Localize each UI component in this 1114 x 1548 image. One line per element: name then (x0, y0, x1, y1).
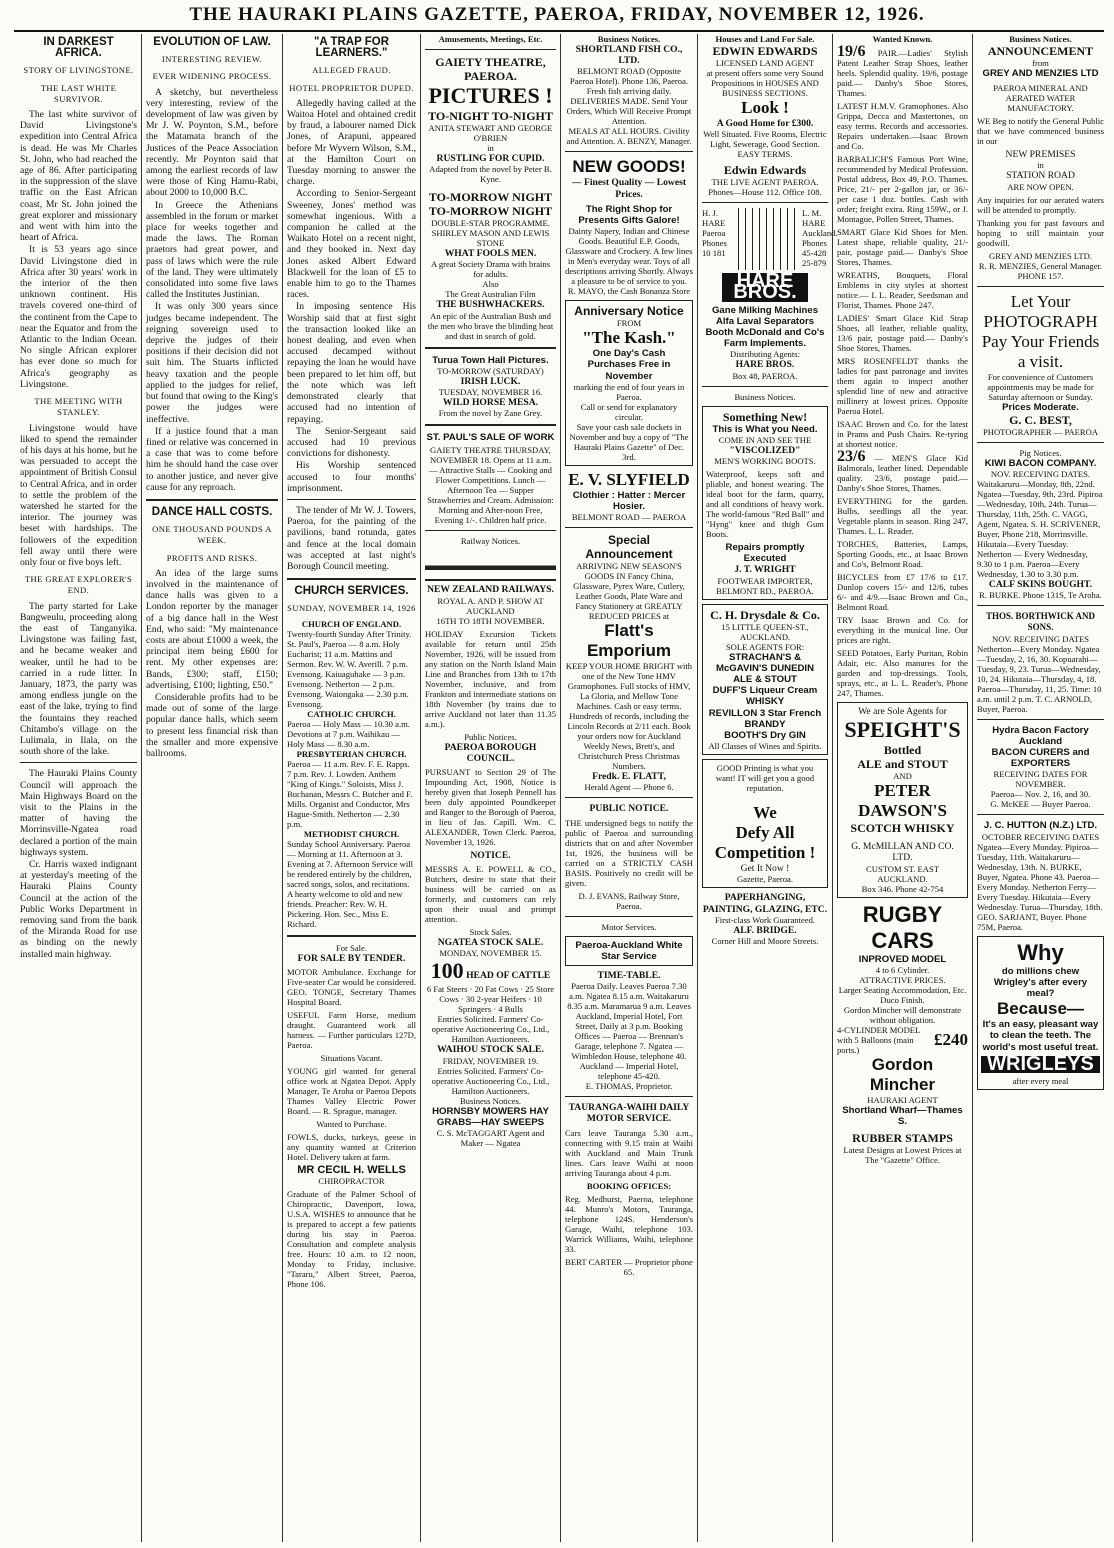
ad-text: From the novel by Zane Grey. (438, 408, 543, 419)
ad-title: Competition ! (714, 843, 816, 863)
article-paragraph: It was only 300 years since judges became independent. The reigning sovereign used to deprive the judges of their positions if their decision did not suit him. The Stuarts inflicted heavy taxation and the people applied to the judges for relief, but found that owing to the King's power the judges were ineffective. (146, 301, 278, 425)
classified-heading: Public Notices. (464, 731, 517, 742)
ad-text: Graduate of the Palmer School of Chiropractic, Davenport, Iowa, U.S.A. WISHES to announce that he is prepared to accept a few patients during his stay in Paeroa. Consultation and complete analysis free. Hours: 10 a.m. to 12 noon, Monday to Friday, inclusive. "Tararu," Albert Street, Paeroa, Phone 106. (287, 1188, 416, 1289)
ad-text: GREY AND MENZIES LTD. (989, 250, 1092, 261)
ad-text: in (487, 143, 494, 153)
ad-title: WILD HORSE MESA. (442, 397, 539, 409)
article-paragraph: The last white survivor of David Livingstone's expedition into Central Africa is dead. He was Mr Charles St. John, who had reached the age of 86. After participating in the suppression of the slave traffic on the East African coast, Mr St. John joined the great explorer and missionary and went with him into the heart of Africa. (20, 109, 137, 244)
ad-text: BERT CARTER — Proprietor phone 65. (565, 1256, 693, 1277)
ad-text: KEEP YOUR HOME BRIGHT with one of the New Tone HMV Gramophones. Full stocks of HMV, La Gloria, and Mellow Tone Machines. Cash or easy terms. Hundreds of records, including the Lincoln Records at 2/11 each. Book your orders now for Auckland Weekly News, Brett's, and Christchurch Press Christmas Numbers. (565, 661, 693, 772)
article-subhead: HOTEL PROPRIETOR DUPED. (289, 82, 414, 93)
ad-title: Why (1017, 939, 1064, 965)
ad-title: RUSTLING FOR CUPID. (436, 153, 545, 164)
ad-text: For convenience of Customers appointments may be made for Saturday afternoon or Sunday. (987, 371, 1094, 402)
ad-subtitle: "VISCOLIZED" (729, 444, 801, 456)
article-paragraph: Cr. Harris waxed indignant at yesterday's meeting of the Hauraki Plains County Council at the action of the Public Works Department in removing sand from the bank of the Miranda Road for use as binding on the newly installed main highway. (20, 859, 137, 960)
column-4 (425, 34, 556, 1542)
ad-text: THE LIVE AGENT PAEROA. (711, 177, 819, 188)
ad-title: Paeroa-Auckland White Star Service (575, 939, 683, 962)
ad-text: COME IN AND SEE THE (718, 434, 812, 445)
ad-text: An epic of the Australian Bush and the men who brave the blinding heat and dust in search of gold. (427, 310, 554, 341)
ad-title: Anniversary Notice (574, 304, 684, 319)
ad-title: Because— (997, 999, 1084, 1019)
ad-text: BARBALICH'S Famous Port Wine, recommended by Medical Profession. Postal address, Box 49, P.O. Thames. Price, 21/- per 2-gallon jar, or 36/- per case 1 doz. bottles. Cash with order; freight extra. Ring 159W., or J. Montague, Pollen Street, Thames. (837, 154, 968, 224)
ad-text: Well Situated. Five Rooms, Electric Light, Sewerage, Good Section. EASY TERMS. (703, 129, 827, 160)
ad-title: WAIHOU STOCK SALE. (437, 1044, 544, 1056)
ad-title: THE BUSHWHACKERS. (436, 299, 545, 311)
ad-subtitle: GREY AND MENZIES LTD (982, 68, 1099, 79)
ad-text: Latest Designs at Lowest Prices at The "Gazette" Office. (843, 1145, 962, 1166)
ad-title: PUBLIC NOTICE. (589, 803, 669, 815)
article-paragraph: It is 53 years ago since David Livingstone died in Africa after 30 years' work in the interior of the then unknown continent. His travels covered one-third of the continent from the Cape to near the Equator and from the Atlantic to the Indian Ocean. No single African explorer has ever done so much for Africa's geography as Livingstone. (20, 244, 137, 390)
article-paragraph: In imposing sentence His Worship said that at first sight the transaction looked like an honest dealing, and even when accused decamped without repaying the loan he would have been prepared to let him off, but the note which was left demonstrated clearly that accused had no intention of repaying. (287, 301, 416, 425)
ad-title: We (753, 803, 777, 823)
ad-text: Any inquiries for our aerated waters will be attended to promptly. (977, 194, 1104, 215)
church-text: Sunday School Anniversary. Paeroa — Morning at 11. Afternoon at 3. Evening at 7. Afternoon Service will be rendered entirely by the children, sacred songs, solos, and recitations. A hearty welcome to old and new friends. Preacher: Rev. W. H. Pickering. Hon. Sec., Miss E. Richard. (287, 838, 414, 929)
ad-text: E. THOMAS, Proprietor. (585, 1081, 673, 1092)
column-6 (702, 34, 838, 1542)
column-5 (565, 34, 693, 1542)
ad-text: MEALS AT ALL HOURS. Civility and Attention. A. BENZY, Manager. (566, 126, 692, 147)
article-subhead: STORY OF LIVINGSTONE. (23, 65, 134, 76)
ad-subtitle: LICENSED LAND AGENT (715, 58, 815, 68)
ad-text: R. R. MENZIES, General Manager. (978, 260, 1103, 271)
ad-text: HAURAKI AGENT (867, 1094, 938, 1105)
article-paragraph: Livingstone would have liked to spend the remainder of his days at his home, but he was persuaded to accept the appointment of British Consul to Central Africa, and in order to settle the problem of the watershed he started for the interior. The journey was beset with hardships. The followers of the expedition fell away until there were only four or five boys left. (20, 422, 137, 568)
ad-text: in (1037, 160, 1044, 171)
ad-text: OCTOBER RECEIVING DATES (981, 831, 1100, 842)
ad-title: Edwin Edwards (723, 163, 807, 178)
ad-text: FOWLS, ducks, turkeys, geese in any quantity wanted at Criterion Hotel. Delivery taken at farm. (287, 1131, 416, 1162)
ad-title: Defy All (735, 823, 795, 843)
ad-text: MESSRS A. E. POWELL & CO., Butchers, desire to state that their business will be carried on as formerly, and customers can rely upon their usual and prompt attention. (425, 864, 556, 925)
ad-title: Flatt's Emporium (586, 621, 672, 661)
ad-title: NGATEA STOCK SALE. (437, 937, 544, 949)
article-subhead: THE MEETING WITH STANLEY. (34, 396, 123, 418)
ad-subtitle: NEW PREMISES (1005, 149, 1076, 161)
ad-text: NOV. RECEIVING DATES (992, 633, 1089, 644)
ad-text: SOLE AGENTS FOR: (725, 641, 805, 652)
classified-heading: Business Notices. (734, 391, 796, 402)
hare-illustration (732, 208, 798, 270)
ad-text: SEED Potatoes, Early Puritan, Robin Adair, etc. Also manures for the garden and top-dressings. Tools, sprays, etc., at L. L. Reader's, Phone 247, Thames. (837, 648, 968, 698)
ad-text: Also (482, 279, 499, 290)
article-headline: EVOLUTION OF LAW. (153, 36, 271, 48)
article-paragraph: Allegedly having called at the Waitoa Hotel and obtained credit by fraud, a labourer named Dick Jones, of Arapuni, appeared before Mr Wyvern Wilson, S.M., at the Hamilton Court on Tuesday morning to answer the charge. (287, 97, 416, 188)
ad-text: GOOD Printing is what you want! IT will get you a good reputation. (715, 763, 815, 794)
ad-text: R. MAYO, the Cash Bonanza Store (567, 286, 691, 297)
ad-title: RUGBY CARS (862, 901, 943, 953)
ad-text: L. M. HARE Auckland. Phones 45-428 25-879 (802, 208, 838, 269)
ad-text: PHOTOGRAPHER — PAEROA (982, 426, 1099, 437)
ad-text: PHONE 157. (1017, 270, 1064, 281)
ad-title: Let Your (1010, 291, 1071, 311)
ad-text: BICYCLES from £7 17/6 to £17. Dunlop covers 15/- and 12/6, tubes 6/- and 4/9.—Isaac Brown and Co., Belmont Road. (837, 572, 968, 612)
ad-text: Adapted from the novel by Peter B. Kyne. (429, 164, 552, 185)
ad-title: RUBBER STAMPS (852, 1131, 953, 1146)
ad-text: TRY Isaac Brown and Co. for everything in the musical line. Our prices are right. (837, 615, 968, 645)
ad-subtitle: Bottled (883, 743, 922, 758)
article-paragraph: The party started for Lake Bangweulu, proceeding along the east of Tanganyika. Livingstone was failing fast, and he became weaker and weaker, until he had to be carried in a rude litter. In January, 1873, the party was among endless jungle on the east of the lake, trying to find the fountains they reached Chitambo's village on the Lulimala, in Ilala, on the south shore of the lake. (20, 600, 137, 758)
ad-title: EDWIN EDWARDS (712, 44, 818, 58)
ad-title: WHAT FOOLS MEN. (444, 248, 537, 260)
ad-subtitle: — Finest Quality — Lowest Prices. (571, 177, 687, 200)
ad-subtitle: BOOTH'S Dry GIN (724, 730, 806, 742)
article-paragraph: The Senior-Sergeant said accused had 10 previous convictions for dishonesty. (287, 425, 416, 460)
ad-text: CUSTOM ST. EAST AUCKLAND. (866, 863, 939, 884)
ad-subtitle: J. T. WRIGHT (734, 564, 796, 576)
church-name: CHURCH OF ENGLAND. (301, 618, 402, 629)
ad-text: Entries Solicited. Farmers' Co-operative Auctioneering Co., Ltd., Hamilton Auctioneers. (431, 1065, 550, 1096)
ad-text: Paeroa Daily. Leaves Paeroa 7.30 a.m. Ngatea 8.15 a.m. Waitakaruru 8.35 a.m. Maramarua 9 a.m. Leaves Auckland, Imperial Hotel, Fort Street, Daily at 3 p.m. Booking Offices — Paeroa — Brennan's Garage, telephone 7. Ngatea — Wimbledon House, telephone 40. Auckland — Imperial Hotel, telephone 45-420. (567, 981, 691, 1082)
classified-heading: Railway Notices. (460, 536, 521, 547)
church-text: Paeroa — Holy Mass — 10.30 a.m. Devotions at 7 p.m. Waihikau — Holy Mass — 8.30 a.m. (287, 718, 410, 749)
column-1 (20, 34, 137, 1542)
article-paragraph: A sketchy, but nevertheless very interesting, review of the development of law was given by Mr J. W. Poynton, S.M., before the Matamata branch of the Justices of the Peace Association recently. Mr Poynton said that among the earliest records of law were those of King Hamu-Rabi, about 2000 to 10,000 B.C. (146, 86, 278, 199)
ad-text: Gazette, Paeroa. (736, 874, 794, 885)
ad-text: Save your cash sale dockets in November and buy a copy of "The Hauraki Plains Gazette" of Dec. 3rd. (569, 421, 689, 462)
ad-subtitle: CHIROPRACTOR (318, 1175, 385, 1186)
ad-subtitle: SCOTCH WHISKY (850, 821, 955, 836)
ad-title: NEW GOODS! (572, 157, 686, 177)
ad-text: Box 346. Phone 42-754 (861, 883, 944, 894)
classified-heading: Business Notices. (459, 1095, 522, 1106)
article-paragraph: In Greece the Athenians assembled in the forum or market place for weeks together and made the laws. The Roman praetors had great power, and pass of laws which were the rule of the land. They were ultimately consolidated into some five laws called the Institutes Justinian. (146, 199, 278, 301)
article-subhead: INTERESTING REVIEW. (161, 54, 263, 65)
ad-subtitle: One Day's Cash Purchases Free in November (587, 348, 671, 382)
ad-text: THE undersigned begs to notify the public of Paeroa and surrounding districts that on and after November 1st, 1926, the business will be carried on a STRICTLY CASH BASIS. Positively no credit will be given. (565, 817, 693, 888)
ad-text: FRIDAY, NOVEMBER 19. (442, 1055, 539, 1066)
ad-text: MONDAY, NOVEMBER 15. (439, 948, 542, 959)
article-headline: DANCE HALL COSTS. (151, 505, 273, 518)
column-3 (287, 34, 416, 1542)
ad-text: 16TH TO 18TH NOVEMBER. (436, 615, 545, 626)
ad-text: from (1032, 58, 1049, 68)
ad-subtitle: BOOKING OFFICES: (586, 1180, 672, 1191)
column-divider (141, 34, 142, 1542)
ad-text: NOV. RECEIVING DATES. (990, 469, 1091, 480)
ad-text: Phones—House 112. Office 108. (708, 187, 822, 198)
ad-text: Ngatea—Every Monday. Pipiroa—Tuesday, 11th. Waitakaruru—Wednesday, 13th. N. BURKE, Buyer, Ngatea. Phone 43. Paeroa—Every Monday. Netherton Ferry—Every Tuesday. Hikutaia—Every Wednesday. Turua—Thursday, 18th. GEO. SARJANT, Buyer. Phone 75M, Paeroa. (977, 841, 1103, 932)
ad-title: Hydra Bacon Factory Auckland (992, 724, 1089, 747)
ad-text: BELMONT ROAD (Opposite Paeroa Hotel). Phone 136, Paeroa. (569, 66, 689, 87)
ad-title: PETER DAWSON'S (858, 781, 947, 821)
article-subhead: THE GREAT EXPLORER'S END. (24, 574, 133, 596)
classified-heading: Situations Vacant. (320, 1052, 383, 1063)
ad-subtitle: The Right Shop for Presents Gifts Galore! (578, 203, 680, 227)
ad-text: at present offers some very Sound Propositions in HOUSES AND BUSINESS SECTIONS. (706, 68, 824, 98)
ad-text: do millions chew Wrigley's after every meal? (993, 965, 1088, 1000)
ad-text: MRS ROSENFELDT thanks the ladies for past patronage and invites them again to inspect another splendid line of new and attractive millinery at lowest prices. Opposite Paeroa Hotel. (837, 356, 968, 416)
ad-text: SMART Glace Kid Shoes for Men. Latest shape, reliable quality, 21/- pair, postage paid.— Danby's Shoe Stores, Thames. (837, 227, 968, 267)
ad-subtitle: A Good Home for £300. (716, 118, 814, 129)
ad-text: Gordon Mincher will demonstrate without obligation. (843, 1004, 962, 1025)
ad-text: D. J. EVANS, Railway Store, Paeroa. (578, 890, 680, 911)
ad-title: TAURANGA-WAIHI DAILY MOTOR SERVICE. (568, 1102, 690, 1125)
ad-text: EVERYTHING for the garden. Bulbs, seedlings all the year. Vegetable plants in season. Ring 247, Thames. L. L. Reader. (837, 496, 968, 536)
ad-text: All Classes of Wines and Spirits. (708, 741, 822, 752)
article-subhead: PROFITS AND RISKS. (166, 552, 258, 563)
ad-text: C. S. McTAGGART Agent and Maker — Ngatea (436, 1128, 545, 1149)
ad-text: LATEST H.M.V. Gramophones. Also Grippa, Decca and Mastertones, on easy terms. Records and accessories. Repairs undertaken.—Isaac Brown and Co. (837, 101, 968, 151)
church-date: SUNDAY, NOVEMBER 14, 1926 (287, 603, 416, 614)
ad-title: ST. PAUL'S SALE OF WORK (426, 432, 555, 444)
ad-subtitle: Gane Milking Machines Alfa Laval Separators Booth McDonald and Co's Farm Implements. (705, 304, 825, 350)
hare-bros-logo: HARE BROS. (722, 273, 808, 301)
ad-title: KIWI BACON COMPANY. (984, 457, 1097, 469)
ad-subtitle: Prices Moderate. (1002, 401, 1079, 413)
section-heading: Business Notices. (597, 34, 661, 44)
article-subhead: EVER WIDENING PROCESS. (152, 71, 272, 82)
ad-text: Entries Solicited. Farmers' Co-operative Auctioneering Co., Ltd., Hamilton Auctioneers. (431, 1014, 550, 1045)
ad-title: Look ! (741, 98, 789, 117)
ad-text: H. J. HARE Paeroa Phones 10 181 (702, 208, 727, 259)
ad-text: Box 48, PAEROA. (732, 370, 798, 381)
cattle-count: 100 (430, 958, 464, 984)
ad-title: E. V. SLYFIELD (568, 469, 690, 489)
ad-subtitle: TIME-TABLE. (597, 970, 661, 982)
ad-text: We are Sole Agents for (858, 706, 947, 717)
train-illustration (425, 549, 556, 581)
ad-subtitle: ALF. BRIDGE. (733, 924, 797, 936)
ad-subtitle: STRACHAN'S & McGAVIN'S DUNEDIN ALE & STOUT (715, 651, 815, 686)
ad-title: NEW ZEALAND RAILWAYS. (427, 584, 554, 596)
ad-text: ARRIVING NEW SEASON'S GOODS IN Fancy China, Glassware, Pyrex Ware, Cutlery, Leather Goods, Plate Ware and Fancy Stationery at GREATLY REDUCED PRICES at (573, 561, 685, 622)
ad-text: GAIETY THEATRE THURSDAY, NOVEMBER 18. Opens at 11 a.m. — Attractive Stalls — Cooking and Flower Competitions. Lunch — Afternoon Tea — Supper Strawberries and Cream. Admission: Morning and After-noon Free, Evening 1/-. Children half price. (427, 445, 554, 526)
article-paragraph: The tender of Mr W. J. Towers, Paeroa, for the painting of the pavilions, band rotunda, gates and fence at the local domain was accepted at last night's Borough Council meeting. (287, 504, 416, 572)
ad-subtitle: Fredk. E. FLATT, (592, 771, 666, 783)
ad-text: ISAAC Brown and Co. for the latest in Prams and Push Chairs. Re-tyring at shortest notice. (837, 419, 968, 449)
ad-price: 19/6 (837, 43, 866, 60)
ad-text: PAEROA MINERAL AND AERATED WATER MANUFACTORY. (993, 83, 1088, 114)
ad-title: PHOTOGRAPH (983, 311, 1098, 331)
ad-subtitle: Shortland Wharf—Thames S. (842, 1104, 963, 1128)
ad-text: Fresh fish arriving daily. DELIVERIES MADE. Send Your Orders, Which Will Receive Prompt Attention. (566, 86, 692, 127)
ad-title: SHORTLAND FISH CO., LTD. (575, 44, 683, 67)
ad-subtitle: CALF SKINS BOUGHT. (988, 579, 1093, 591)
ad-text: 6 Fat Steers · 20 Fat Cows · 25 Store Cows · 30 2-year Heifers · 10 Springers · 4 Bulls (426, 984, 555, 1015)
column-7 (837, 34, 968, 1542)
masthead-rule (14, 30, 1104, 32)
ad-text: FROM (616, 318, 642, 329)
ad-text: Waterproof, keeps soft and pliable, and honest wearing. The ideal boot for the farm, quarry, and all conditions of heavy work. The world-famous "Red Ball" and "Hyng" knee and thigh Gum Boots. (706, 469, 824, 540)
ad-text: TO-MORROW (SATURDAY) (437, 365, 544, 376)
section-heading: Houses and Land For Sale. (715, 34, 815, 44)
ad-text: WE Beg to notify the General Public that we have commenced business in our (977, 116, 1104, 147)
article-paragraph: Considerable profits had to be made out of some of the large popular dance halls, which seem to present less financial risk than the smaller and more expensive ballrooms. (146, 691, 278, 759)
ad-text: The Great Australian Film (445, 289, 536, 300)
ad-subtitle: TO-MORROW NIGHT TO-MORROW NIGHT (428, 190, 553, 219)
classified-heading: Pig Notices. (1019, 447, 1062, 458)
ad-subtitle: This is What you Need. (712, 423, 818, 435)
ad-title: NOTICE. (470, 850, 511, 862)
ad-text: ARE NOW OPEN. (1007, 181, 1074, 192)
ad-title: Turua Town Hall Pictures. (432, 354, 549, 366)
wrigleys-logo: WRIGLEYS (981, 1056, 1100, 1073)
section-heading: Business Notices. (1009, 34, 1072, 44)
ad-text: TORCHES, Batteries, Lamps, Sporting Goods, etc., at Isaac Brown and Co's, Belmont Road. (837, 539, 968, 569)
ad-text: RECEIVING DATES FOR NOVEMBER. (993, 769, 1088, 790)
article-paragraph: The Hauraki Plains County Council will approach the Main Highways Board on the visit to the Plains in the matter of having the Morrinsville-Ngatea road declared a portion of the main highways system. (20, 768, 137, 858)
ad-title: PAPERHANGING, PAINTING, GLAZING, ETC. (702, 892, 828, 915)
ad-text: G. McKEE — Buyer Paeroa. (990, 799, 1091, 810)
ad-text: DOUBLE-STAR PROGRAMME. (431, 218, 550, 229)
ad-text: Waitakaruru—Monday, 8th, 22nd. Ngatea—Tuesday, 9th, 23rd. Pipiroa—Wednesday, 10th, 24th. Turua—Thursday, 11th, 25th. C. VAGG, Agent, Ngatea. S. H. SCRIVENER, Buyer, Phone 218, Morrinsville. Hikutaia—Every Tuesday. Netherton — Every Wednesday, 9.30 to 1 p.m. Paeroa—Every Wednesday, 1.30 to 3.30 p.m. (977, 479, 1103, 580)
ad-subtitle: TO-NIGHT TO-NIGHT (428, 109, 553, 123)
column-2 (146, 34, 278, 1542)
article-subhead: ONE THOUSAND POUNDS A WEEK. (152, 524, 272, 546)
article-headline: IN DARKEST AFRICA. (43, 36, 114, 60)
ad-text: 15 LITTLE QUEEN-ST., AUCKLAND. (721, 621, 809, 642)
column-divider (420, 34, 421, 1542)
ad-title: C. H. Drysdale & Co. (710, 607, 820, 622)
ad-title: Special Announcement (585, 533, 673, 562)
ad-title: G. C. BEST, (1009, 412, 1072, 427)
classified-heading: Wanted to Purchase. (316, 1118, 387, 1129)
ad-text: LADIES' Smart Glace Kid Strap Shoes, all leather, reliable quality, 13/6 pair, postage paid.— Danby's Shoe Stores, Thames. (837, 313, 968, 353)
ad-text: FOOTWEAR IMPORTER, BELMONT RD., PAEROA. (716, 575, 814, 596)
article-paragraph: An idea of the large sums involved in the maintenance of dance halls was given to a London reporter by the manager of a big dance hall in the West End, who said: "My maintenance costs are about £1000 a week, the principal item being £600 for rent. My other expenses are: Bands, £300; staff, £150; advertising, £100; lighting, £50." (146, 567, 278, 691)
ad-title: IRISH LUCK. (460, 375, 521, 387)
ad-title: Something New! (722, 409, 808, 424)
ad-text: PAIR.—Ladies' Stylish Patent Leather Strap Shoes, leather heels. Splendid quality. 19/6, postage paid.— Danby's Shoe Stores, Thames. (837, 48, 968, 98)
column-divider (697, 34, 698, 1542)
ad-text: Cars leave Tauranga 5.30 a.m., connecting with 9.15 train at Waihi with Auckland and Main Trunk lines. Cars leave Waihi at noon arriving Tauranga about 4 p.m. (565, 1127, 693, 1178)
ad-text: ROYAL A. AND P. SHOW AT AUCKLAND (437, 595, 544, 616)
ad-title: PICTURES ! (428, 83, 553, 108)
church-name: METHODIST CHURCH. (303, 828, 400, 839)
section-heading: Amusements, Meetings, Etc. (438, 34, 543, 44)
ad-text: Dainty Napery, Indian and Chinese Goods. Beautiful E.P. Goods, Glassware and Crockery. A few lines in Men's everyday wear. Toys of all descriptions arriving Shortly. Always a pleasure to be of service to you. (565, 226, 693, 287)
classified-heading: For Sale. (335, 942, 368, 953)
ad-title: HEAD OF CATTLE (466, 970, 551, 982)
ad-title: J. C. HUTTON (N.Z.) LTD. (983, 820, 1098, 832)
ad-text: Reg. Medhurst, Paeroa, telephone 44. Munro's Motors, Tauranga, telephone 124S. Henderson's Garage, Waihi, telephone 103. Warrick Williams, Waihi, telephone 33. (565, 1193, 693, 1254)
ad-text: PURSUANT to Section 29 of The Impounding Act, 1908, Notice is hereby given that Joseph Pennell has been duly appointed Poundkeeper and Ranger to the Borough of Paeroa, in lieu of Jas. Capill. Wm. C. ALEXANDER, Town Clerk. Paeroa, November 13, 1926. (425, 767, 556, 848)
ad-subtitle: Clothier : Hatter : Mercer Hosier. (572, 489, 686, 513)
ad-text: TUESDAY, NOVEMBER 16. (438, 387, 543, 398)
church-services-heading: CHURCH SERVICES. (294, 585, 409, 598)
ad-text: after every meal (1012, 1076, 1069, 1087)
ad-text: Distributing Agents: (730, 349, 800, 360)
ad-text: Thanking you for past favours and hoping to still maintain your goodwill. (977, 217, 1104, 248)
ad-text: Get It Now ! (740, 863, 790, 875)
ad-text: R. BURKE. Phone 131S, Te Aroha. (979, 590, 1102, 601)
ad-text: USEFUL Farm Horse, medium draught. Guaranteed work all harness. — Further particulars 127D, Paeroa. (287, 1009, 416, 1050)
ad-text: YOUNG girl wanted for general office work at Ngatea Depot. Apply Manager, Te Aroha or Paeroa Depots Thames Valley Electric Power Board. — R. Sprague, manager. (287, 1065, 416, 1116)
article-paragraph: According to Senior-Sergeant Sweeney, Jones' method was somewhat ingenious. With a companion he called at the Waikato Hotel on a recent night, and they booked in. Next day Jones asked Albert Edward Blackwell for the loan of £5 to enable him to go to the Thames races. (287, 188, 416, 301)
article-paragraph: If a justice found that a man fined or relative was concerned in a case that was to come before him he should hand the case over to another justice, and never give cause for any reproach. (146, 425, 278, 493)
ad-subtitle: REVILLON 3 Star French BRANDY (708, 707, 822, 730)
ad-title: SPEIGHT'S (844, 717, 961, 743)
ad-subtitle: HARE BROS. (735, 359, 795, 371)
ad-subtitle: INPROVED MODEL (858, 953, 947, 965)
ad-subtitle: ALE and STOUT (857, 757, 948, 772)
ad-title: ANNOUNCEMENT (987, 44, 1094, 58)
ad-text: ATTRACTIVE PRICES. (859, 974, 946, 985)
ad-text: Paeroa— Nov. 2, 16, and 30. (990, 789, 1091, 800)
ad-price: 23/6 (837, 448, 866, 465)
ad-text: It's an easy, pleasant way to clean the teeth. The world's most useful treat. (982, 1019, 1099, 1053)
ad-title: MR CECIL H. WELLS (297, 1163, 406, 1176)
ad-text: — MEN'S Glace Kid Balmorals, leather lined. Dependable quality. 23/6, postage paid.— Danby's Shoe Stores, Thames. (837, 453, 968, 493)
church-name: CATHOLIC CHURCH. (307, 708, 396, 719)
article-headline: "A TRAP FOR LEARNERS." (313, 36, 390, 60)
ad-title: GAIETY THEATRE, PAEROA. (435, 55, 546, 83)
ad-text: 4 to 6 Cylinder. (875, 964, 930, 975)
ad-text: BELMONT ROAD — PAEROA (571, 512, 687, 523)
ad-text: Netherton—Every Monday. Ngatea—Tuesday, 2, 16, 30. Kopuarahi—Tuesday, 9, 23. Turua—Wednesday, 10, 24. Hikutaia—Thursday, 4, 18. Paeroa—Thursday, 11, 25. Time: 10 a.m. until 2 p.m. T. C. ARNOLD, Buyer, Paeroa. (977, 643, 1102, 714)
ad-title: Pay Your Friends (981, 331, 1100, 351)
ad-subtitle: Repairs promptly Executed (725, 542, 805, 565)
masthead: THE HAURAKI PLAINS GAZETTE, PAEROA, FRIDAY, NOVEMBER 12, 1926. (189, 4, 925, 25)
column-divider (832, 34, 833, 1542)
ad-text: Corner Hill and Moore Streets. (711, 936, 819, 947)
ad-text: WREATHS, Bouquets, Floral Emblems in city styles at shortest notice.— I. L. Reader, Seedsman and Florist, Thames. Phone 247. (837, 270, 968, 310)
church-text: Twenty-fourth Sunday After Trinity. St. Paul's, Paeroa — 8 a.m. Holy Eucharist; 11 a.m. Mattins and Sermon. Rev. W. W. Averill. 7 p.m. Evensong. Kaiuaguhake — 3 p.m. Evensong. Netherton — 2 p.m. Evensong. Waiongaka — 2.30 p.m. Evensong. (287, 628, 412, 709)
ad-subtitle: STATION ROAD (1006, 170, 1075, 182)
ad-text: Call or send for explanatory circular. (580, 401, 678, 422)
classified-heading: Motor Services. (601, 921, 657, 932)
ad-text: SHIRLEY MASON AND LEWIS STONE (431, 228, 550, 249)
ad-title: FOR SALE BY TENDER. (297, 952, 406, 964)
ad-subtitle: DUFF'S Liqueur Cream WHISKY (712, 685, 818, 708)
section-heading: Wanted Known. (872, 34, 933, 44)
church-text: Paeroa — 11 a.m. Rev. F. E. Rapps. 7 p.m. Rev. J. Lowden. Anthem "King of Kings." Soloists, Miss J. Buchanan, Messrs C. Butcher and F. Mills. Organist and Conductor, Mrs Hague-Smith. Netherton — 2.30 p.m. (287, 758, 413, 829)
ad-text: Herald Agent — Phone 6. (584, 782, 674, 793)
article-paragraph: His Worship sentenced accused to four months' imprisonment. (287, 460, 416, 494)
ad-text: G. McMILLAN AND CO. LTD. (851, 841, 954, 864)
ad-text: AND (893, 771, 912, 782)
column-divider (972, 34, 973, 1542)
ad-text: marking the end of four years in Paeroa. (573, 381, 685, 402)
ad-price: £240 (934, 1029, 968, 1049)
ad-text: ANITA STEWART AND GEORGE O'BRIEN (428, 123, 553, 143)
church-name: PRESBYTERIAN CHURCH. (296, 748, 407, 759)
classified-heading: Stock Sales. (469, 927, 512, 938)
ad-text: A great Society Drama with brains for adults. (430, 259, 551, 280)
ad-subtitle: BACON CURERS and EXPORTERS (991, 747, 1090, 770)
article-subhead: ALLEGED FRAUD. (312, 65, 391, 76)
ad-title: THOS. BORTHWICK AND SONS. (986, 611, 1095, 633)
column-8 (977, 34, 1104, 1542)
ad-title: HORNSBY MOWERS HAY GRABS—HAY SWEEPS (432, 1105, 549, 1128)
ad-text: 4-CYLINDER MODEL with 5 Balloons (main ports.) (837, 1024, 920, 1055)
ad-title: "The Kash." (582, 328, 676, 348)
ad-text: HOLIDAY Excursion Tickets available for return until 25th November, 1926, will be issued from any station on the North Island Main Line and Branches from 13th to 17th November, inclusive, and from Frankton and intermediate stations on 18th November (by trains due to arrive Auckland not later than 11.35 a.m.). (425, 628, 556, 729)
article-subhead: THE LAST WHITE SURVIVOR. (40, 82, 117, 104)
ad-text: MOTOR Ambulance. Exchange for Five-seater Car would be considered. GEO. TONGE, Secretary Thames Hospital Board. (287, 966, 416, 1007)
ad-title: PAEROA BOROUGH COUNCIL. (444, 741, 537, 764)
ad-title: Gordon Mincher (869, 1054, 936, 1094)
column-divider (560, 34, 561, 1542)
column-divider (282, 34, 283, 1542)
ad-text: Larger Seating Accommodation, Etc. Duco Finish. (838, 984, 967, 1005)
ad-text: MEN'S WORKING BOOTS. (714, 456, 816, 467)
ad-text: First-class Work Guaranteed. (714, 914, 816, 925)
ad-title: a visit. (1017, 351, 1064, 371)
